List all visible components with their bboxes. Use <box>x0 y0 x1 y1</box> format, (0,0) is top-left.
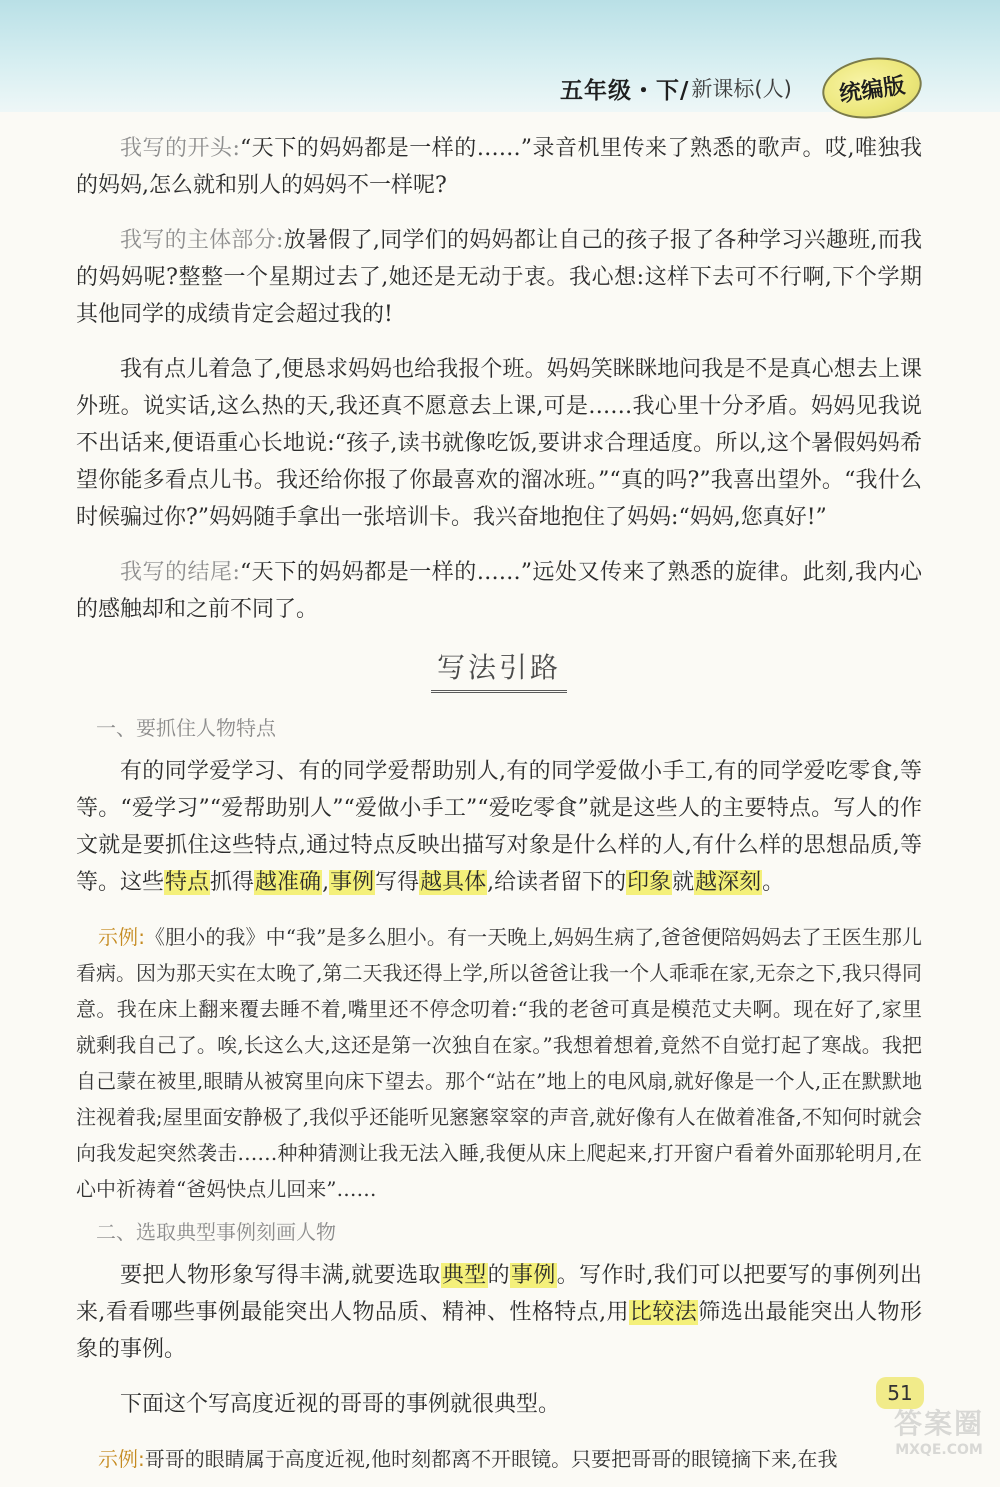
draft-opening <box>76 130 922 204</box>
example-1 <box>76 919 922 1207</box>
plain-text: 抓得 <box>210 870 255 895</box>
edition-badge-text: 统编版 <box>837 73 907 107</box>
plain-text: , <box>322 870 330 895</box>
highlight-text: 事例 <box>330 870 375 895</box>
opening-label: 我写的开头: <box>120 136 240 161</box>
watermark-logo <box>880 1400 998 1460</box>
draft-body <box>76 222 922 333</box>
plain-text: 就 <box>672 870 695 895</box>
page-header <box>560 68 792 108</box>
point2-paragraph-2: 下面这个写高度近视的哥哥的事例就很典型。 <box>120 1392 561 1417</box>
plain-text: 。写作时,我们可以把要写的事例列出来,看看哪些事例最能突出人物品质、精神、性格特点,用 <box>76 1263 922 1325</box>
plain-text: ,给读者留下的 <box>487 870 627 895</box>
watermark-title: 答案圈 <box>893 1407 984 1440</box>
plain-text: 筛选出最能突出人物形象的事例。 <box>76 1300 922 1362</box>
body-label: 我写的主体部分: <box>120 228 284 253</box>
example-text: 哥哥的眼睛属于高度近视,他时刻都离不开眼镜。只要把哥哥的眼镜摘下来,在我 <box>144 1447 838 1471</box>
point1-title: 一、要抓住人物特点 <box>96 716 276 740</box>
point1-text: 有的同学爱学习、有的同学爱帮助别人,有的同学爱做小手工,有的同学爱吃零食,等等。“爱学习”“爱帮助别人”“爱做小手工”“爱吃零食”就是这些人的主要特点。写人的作文就是要抓住这些特点,通过特点反映出描写对象是什么样的人,有什么样的思想品质,等等。这些 <box>76 759 922 895</box>
plain-text: 要把人物形象写得丰满,就要选取 <box>120 1263 441 1288</box>
highlight-text: 特点 <box>165 870 210 895</box>
plain-text: 。 <box>762 870 785 895</box>
curriculum-label: 新课标(人) <box>691 77 792 101</box>
draft-body-continued: 我有点儿着急了,便恳求妈妈也给我报个班。妈妈笑眯眯地问我是不是真心想去上课外班。说实话,这么热的天,我还真不愿意去上课,可是……我心里十分矛盾。妈妈见我说不出话来,便语重心长地说:“孩子,读书就像吃饭,要讲求合理适度。所以,这个暑假妈妈希望你能多看点儿书。我还给你报了你最喜欢的溜冰班。”“真的吗?”我喜出望外。“我什么时候骗过你?”妈妈随手拿出一张培训卡。我兴奋地抱住了妈妈:“妈妈,您真好!” <box>76 357 922 530</box>
example-label: 示例: <box>98 1447 145 1471</box>
body-text: 放暑假了,同学们的妈妈都让自己的孩子报了各种学习兴趣班,而我的妈妈呢?整整一个星期过去了,她还是无动于衷。我心想:这样下去可不行啊,下个学期其他同学的成绩肯定会超过我的! <box>76 228 922 327</box>
section-title: 写法引路 <box>431 646 567 693</box>
plain-text: 的 <box>487 1263 510 1288</box>
plain-text: 写得 <box>375 870 420 895</box>
highlight-text: 越深刻 <box>695 870 762 895</box>
point1-paragraph <box>76 753 922 901</box>
example-text: 《胆小的我》中“我”是多么胆小。有一天晚上,妈妈生病了,爸爸便陪妈妈去了王医生那儿看病。因为那天实在太晚了,第二天我还得上学,所以爸爸让我一个人乖乖在家,无奈之下,我只得同意。我在床上翻来覆去睡不着,嘴里还不停念叨着:“我的老爸可真是模范丈夫啊。现在好了,家里就剩我自己了。唉,长这么大,这还是第一次独自在家。”我想着想着,竟然不自觉打起了寒战。我把自己蒙在被里,眼睛从被窝里向床下望去。那个“站在”地上的电风扇,就好像是一个人,正在默默地注视着我;屋里面安静极了,我似乎还能听见窸窸窣窣的声音,就好像有人在做着准备,不知何时就会向我发起突然袭击……种种猜测让我无法入睡,我便从床上爬起来,打开窗户看着外面那轮明月,在心中祈祷着“爸妈快点儿回来”…… <box>76 925 922 1201</box>
draft-ending <box>76 554 922 628</box>
ending-label: 我写的结尾: <box>120 560 240 585</box>
point2-paragraph <box>76 1257 922 1368</box>
page-content <box>76 130 922 1487</box>
section-title-wrap <box>76 646 922 693</box>
highlight-text: 越准确 <box>255 870 322 895</box>
highlight-text: 印象 <box>627 870 672 895</box>
ending-text: “天下的妈妈都是一样的……”远处又传来了熟悉的旋律。此刻,我内心的感触却和之前不同了。 <box>76 560 922 622</box>
point2-title: 二、选取典型事例刻画人物 <box>96 1220 336 1244</box>
highlight-text: 典型 <box>441 1263 487 1288</box>
grade-label: 五年级・下/ <box>560 77 690 104</box>
highlight-text: 事例 <box>510 1263 556 1288</box>
page-number: 51 <box>876 1377 924 1409</box>
example-2 <box>76 1441 922 1477</box>
example-label: 示例: <box>98 925 145 949</box>
highlight-text: 比较法 <box>629 1300 698 1325</box>
highlight-text: 越具体 <box>420 870 487 895</box>
opening-text: “天下的妈妈都是一样的……”录音机里传来了熟悉的歌声。哎,唯独我的妈妈,怎么就和别人的妈妈不一样呢? <box>76 136 922 198</box>
watermark-url: MXQE.COM <box>895 1442 983 1458</box>
